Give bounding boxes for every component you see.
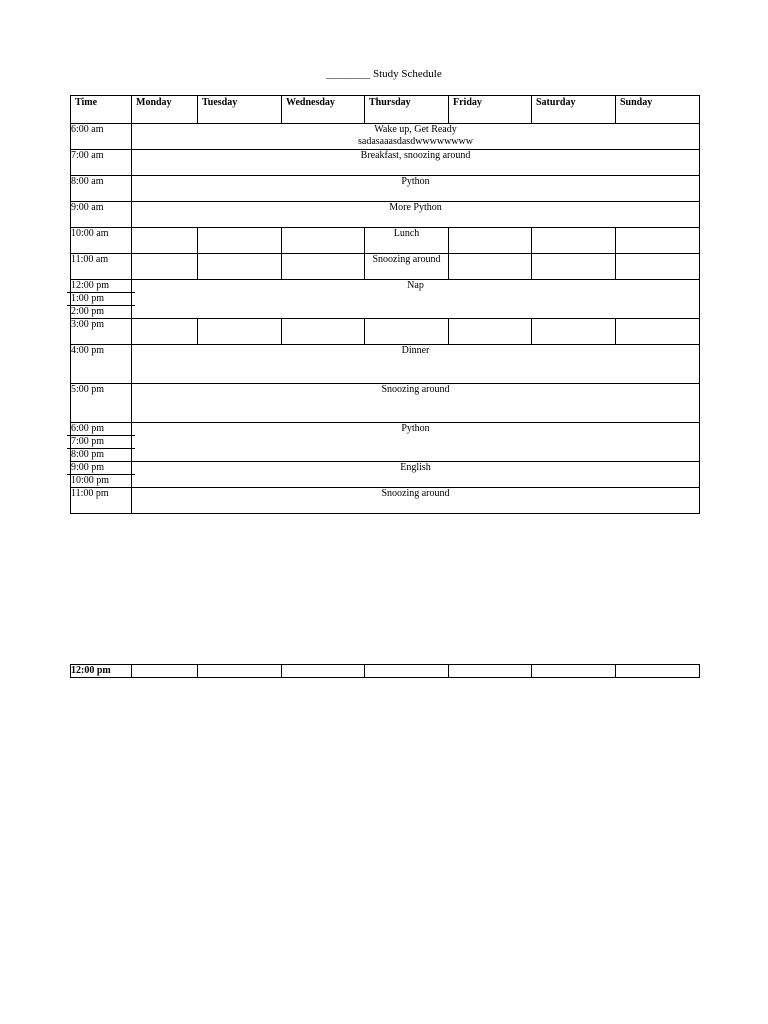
time-cell: 10:00 am: [71, 228, 132, 254]
header-time: Time: [71, 96, 132, 124]
activity-cell: Nap: [132, 280, 700, 319]
thursday-cell: [365, 319, 449, 345]
activity-cell: Python: [132, 423, 700, 462]
monday-cell: [132, 254, 198, 280]
table-row: [71, 280, 700, 319]
tuesday-cell: [198, 228, 282, 254]
wednesday-cell: [282, 254, 365, 280]
table-row: [71, 124, 700, 150]
time-cell: 11:00 am: [71, 254, 132, 280]
header-friday: Friday: [449, 96, 532, 124]
activity-text: Wake up, Get Ready: [374, 124, 457, 135]
tuesday-cell: [198, 665, 282, 678]
sunday-cell: [616, 228, 700, 254]
activity-cell: Snoozing around: [132, 384, 700, 423]
friday-cell: [449, 228, 532, 254]
header-thursday: Thursday: [365, 96, 449, 124]
monday-cell: [132, 665, 198, 678]
extra-schedule-table: [70, 664, 700, 678]
header-tuesday: Tuesday: [198, 96, 282, 124]
table-row: [71, 345, 700, 384]
sunday-cell: [616, 319, 700, 345]
sunday-cell: [616, 665, 700, 678]
table-row: [71, 488, 700, 514]
table-row: [71, 423, 700, 462]
table-row: [71, 150, 700, 176]
activity-cell: Snoozing around: [132, 488, 700, 514]
time-label: 12:00 pm: [71, 280, 110, 291]
time-cell: 4:00 pm: [71, 345, 132, 384]
activity-cell: English: [132, 462, 700, 488]
monday-cell: [132, 228, 198, 254]
wednesday-cell: [282, 665, 365, 678]
table-row: [71, 254, 700, 280]
time-cell: 9:00 am: [71, 202, 132, 228]
header-row: [71, 96, 700, 124]
wednesday-cell: [282, 319, 365, 345]
table-row: [71, 228, 700, 254]
time-cell: 8:00 am: [71, 176, 132, 202]
time-cell: [71, 423, 132, 462]
saturday-cell: [532, 254, 616, 280]
activity-cell: More Python: [132, 202, 700, 228]
time-label: 8:00 pm: [67, 448, 135, 461]
sunday-cell: [616, 254, 700, 280]
time-label: 7:00 pm: [67, 435, 135, 448]
thursday-cell: Lunch: [365, 228, 449, 254]
time-label: 10:00 pm: [67, 474, 135, 487]
tuesday-cell: [198, 254, 282, 280]
table-row: [71, 176, 700, 202]
time-cell: 3:00 pm: [71, 319, 132, 345]
schedule-table: [70, 95, 700, 514]
header-monday: Monday: [132, 96, 198, 124]
header-saturday: Saturday: [532, 96, 616, 124]
activity-cell: [132, 124, 700, 150]
friday-cell: [449, 665, 532, 678]
header-sunday: Sunday: [616, 96, 700, 124]
table-row: [71, 384, 700, 423]
monday-cell: [132, 319, 198, 345]
time-label: 9:00 pm: [71, 462, 105, 473]
thursday-cell: [365, 665, 449, 678]
header-wednesday: Wednesday: [282, 96, 365, 124]
saturday-cell: [532, 319, 616, 345]
table-row: [71, 665, 700, 678]
activity-cell: Breakfast, snoozing around: [132, 150, 700, 176]
saturday-cell: [532, 665, 616, 678]
time-label: 6:00 pm: [71, 423, 105, 434]
time-cell: 5:00 pm: [71, 384, 132, 423]
activity-cell: Python: [132, 176, 700, 202]
time-cell: 12:00 pm: [71, 665, 132, 678]
tuesday-cell: [198, 319, 282, 345]
saturday-cell: [532, 228, 616, 254]
activity-cell: Dinner: [132, 345, 700, 384]
time-cell: [71, 280, 132, 319]
time-cell: 6:00 am: [71, 124, 132, 150]
table-row: [71, 319, 700, 345]
thursday-cell: Snoozing around: [365, 254, 449, 280]
table-row: [71, 202, 700, 228]
friday-cell: [449, 254, 532, 280]
friday-cell: [449, 319, 532, 345]
time-cell: 7:00 am: [71, 150, 132, 176]
page-title: ________ Study Schedule: [326, 68, 442, 80]
time-label: 1:00 pm: [67, 292, 135, 305]
table-row: [71, 462, 700, 488]
activity-text: sadasaaasdasdwwwwwwww: [358, 136, 473, 147]
time-cell: 11:00 pm: [71, 488, 132, 514]
time-cell: [71, 462, 132, 488]
time-label: 2:00 pm: [67, 305, 135, 318]
wednesday-cell: [282, 228, 365, 254]
